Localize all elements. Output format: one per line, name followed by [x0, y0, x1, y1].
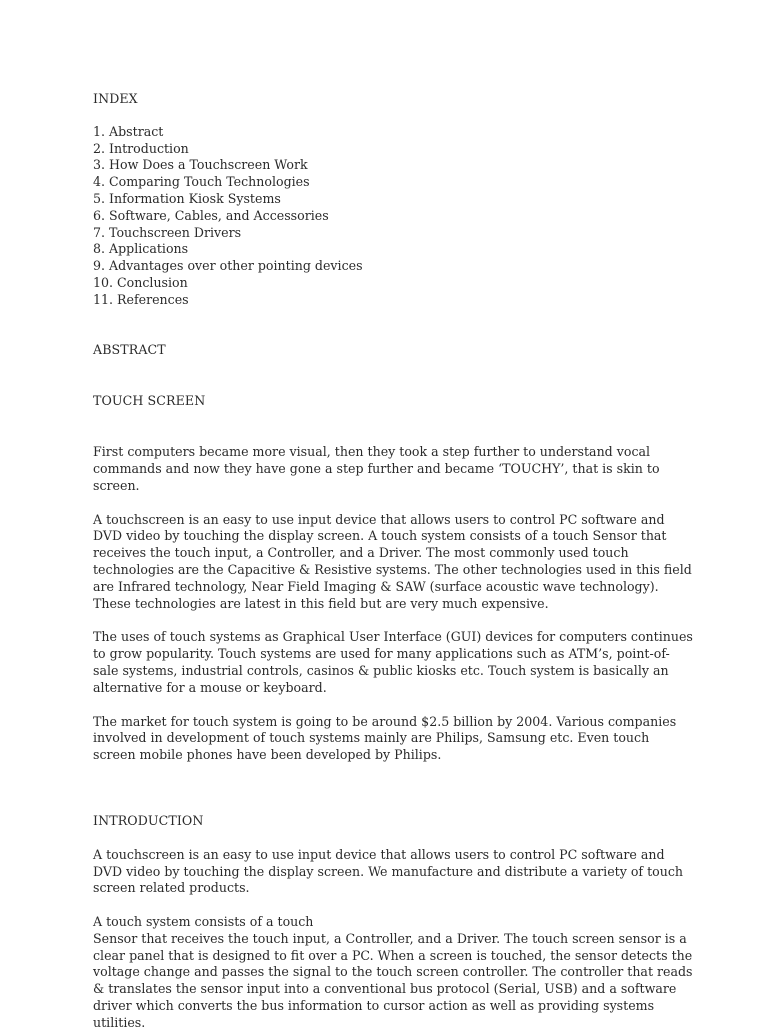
introduction-heading: INTRODUCTION — [93, 812, 204, 828]
index-item: 10. Conclusion — [93, 274, 188, 290]
index-item: 7. Touchscreen Drivers — [93, 224, 242, 240]
index-item: 4. Comparing Touch Technologies — [93, 174, 310, 190]
index-item: 1. Abstract — [93, 123, 164, 139]
introduction-paragraph: A touchscreen is an easy to use input device that allows users to control PC software and DVD video by touching the display screen. We manufacture and distribute a variety of touch screen related products. — [93, 846, 683, 896]
document-body — [93, 91, 693, 1032]
index-item: 9. Advantages over other pointing devices — [93, 258, 363, 274]
abstract-heading: ABSTRACT — [93, 341, 166, 357]
touch-screen-subheading: TOUCH SCREEN — [93, 393, 206, 409]
abstract-paragraph: A touchscreen is an easy to use input device that allows users to control PC software and DVD video by touching the display screen. A touch system consists of a touch Sensor that receives the touch input, a Controller, and a Driver. The most commonly used touch technologies are the Capacitive & Resistive systems. The other technologies used in this field are Infrared technology, Near Field Imaging & SAW (surface acoustic wave technology). These technologies are latest in this field but are very much expensive. — [93, 511, 692, 611]
abstract-paragraph: The uses of touch systems as Graphical User Interface (GUI) devices for computers continues to grow popularity. Touch systems are used for many applications such as ATM’s, point-of-sale systems, industrial controls, casinos & public kiosks etc. Touch system is basically an alternative for a mouse or keyboard. — [93, 629, 693, 695]
abstract-paragraph: First computers became more visual, then they took a step further to understand vocal commands and now they have gone a step further and became ‘TOUCHY’, that is skin to screen. — [93, 444, 660, 493]
index-heading: INDEX — [93, 91, 138, 106]
introduction-paragraph-line: A touch system consists of a touch — [93, 914, 314, 930]
index-item: 3. How Does a Touchscreen Work — [93, 157, 308, 173]
index-item: 2. Introduction — [93, 140, 189, 156]
index-list — [93, 124, 693, 309]
abstract-paragraph: The market for touch system is going to be around $2.5 billion by 2004. Various companies involved in development of touch systems mainly are Philips, Samsung etc. Even touch screen mobile phones have been developed by Philips. — [93, 713, 677, 763]
introduction-paragraph — [93, 914, 693, 1032]
introduction-paragraph-body: Sensor that receives the touch input, a Controller, and a Driver. The touch screen sensor is a clear panel that is designed to fit over a PC. When a screen is touched, the sensor detects the voltage change and passes the signal to the touch screen controller. The controller that reads & translates the sensor input into a conventional bus protocol (Serial, USB) and a software driver which converts the bus information to cursor action as well as providing systems utilities. — [93, 930, 693, 1030]
index-item: 11. References — [93, 291, 189, 307]
index-item: 6. Software, Cables, and Accessories — [93, 207, 329, 223]
index-item: 8. Applications — [93, 241, 189, 257]
index-item: 5. Information Kiosk Systems — [93, 190, 281, 206]
